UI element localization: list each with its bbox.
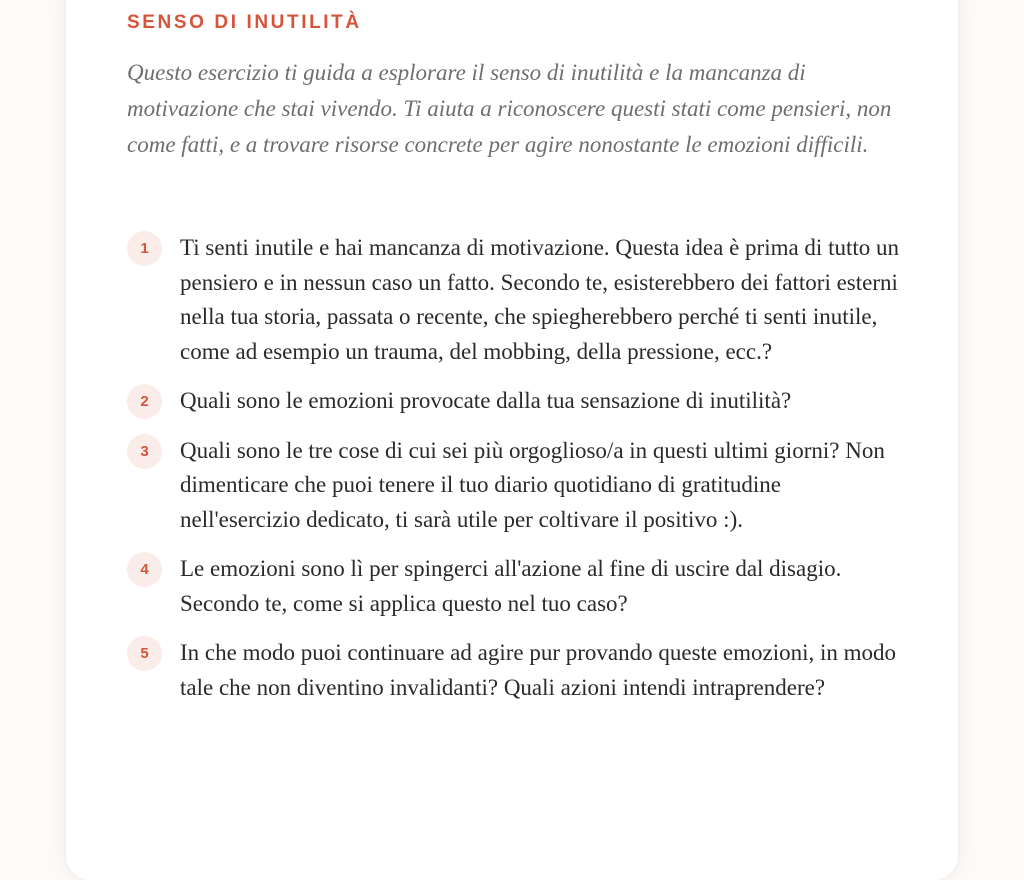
step-number-badge: 5	[127, 636, 162, 671]
question-item	[127, 636, 907, 705]
question-text: Le emozioni sono lì per spingerci all'azione al fine di uscire dal disagio. Secondo te, come si applica questo nel tuo caso?	[180, 556, 842, 616]
question-text: Ti senti inutile e hai mancanza di motivazione. Questa idea è prima di tutto un pensiero e in nessun caso un fatto. Secondo te, esisterebbero dei fattori esterni nella tua storia, passata o recente, che spiegherebbero perché ti senti inutile, come ad esempio un trauma, del mobbing, della pressione, ecc.?	[180, 235, 899, 364]
question-text: In che modo puoi continuare ad agire pur provando queste emozioni, in modo tale che non diventino invalidanti? Quali azioni intendi intraprendere?	[180, 640, 896, 700]
question-item	[127, 552, 907, 621]
step-number-badge: 2	[127, 384, 162, 419]
step-number-badge: 1	[127, 231, 162, 266]
question-item	[127, 384, 907, 419]
step-number-badge: 3	[127, 434, 162, 469]
question-text: Quali sono le emozioni provocate dalla tua sensazione di inutilità?	[180, 388, 792, 413]
section-title: SENSO DI INUTILITÀ	[127, 12, 362, 33]
section-intro: Questo esercizio ti guida a esplorare il senso di inutilità e la mancanza di motivazione che stai vivendo. Ti aiuta a riconoscere questi stati come pensieri, non come fatti, e a trovare risorse concrete per agire nonostante le emozioni difficili.	[127, 60, 892, 157]
step-number-badge: 4	[127, 552, 162, 587]
question-text: Quali sono le tre cose di cui sei più orgoglioso/a in questi ultimi giorni? Non dimenticare che puoi tenere il tuo diario quotidiano di gratitudine nell'esercizio dedicato, ti sarà utile per coltivare il positivo :).	[180, 437, 885, 532]
question-item	[127, 231, 907, 369]
question-list	[127, 231, 907, 720]
question-item	[127, 434, 907, 538]
